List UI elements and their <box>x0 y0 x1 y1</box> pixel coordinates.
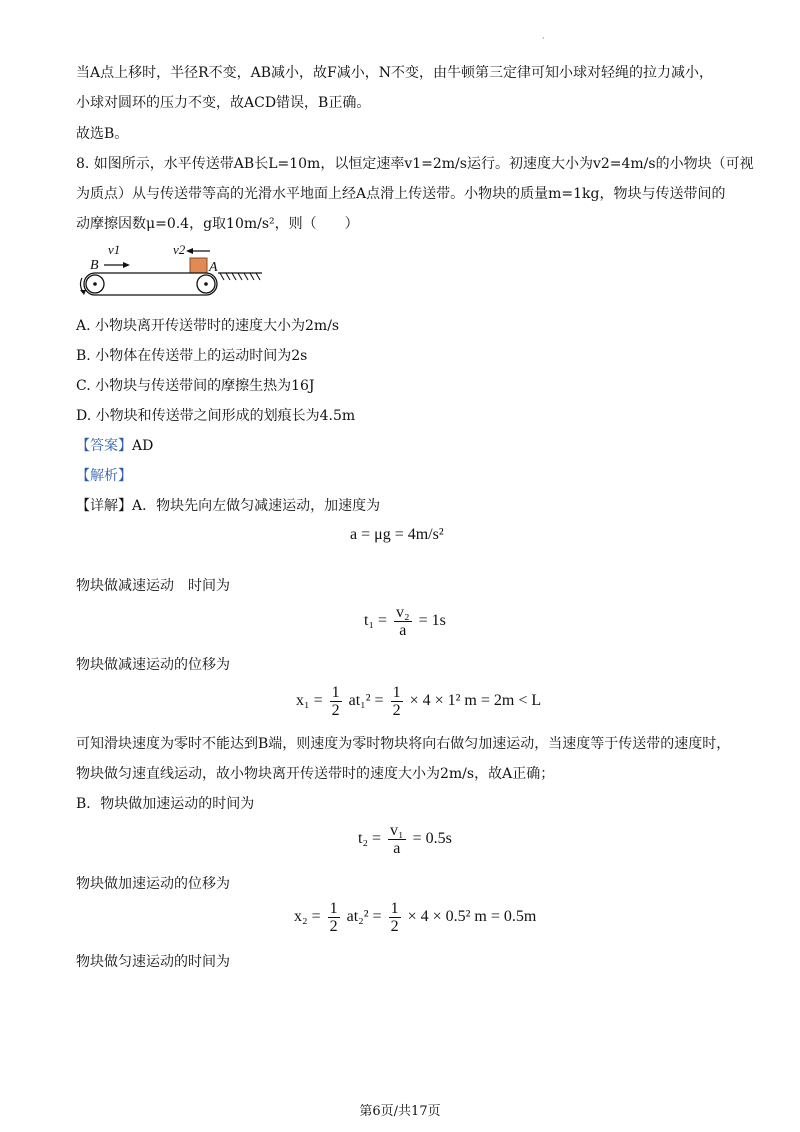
detail-tag: 【详解】 <box>76 498 132 514</box>
x1-intro: 物块做减速运动的位移为 <box>76 657 230 673</box>
ground-hatching <box>220 273 260 280</box>
header-mark: · <box>542 34 545 43</box>
t1-intro: 物块做减速运动 时间为 <box>76 578 230 594</box>
option-b: B. 小物体在传送带上的运动时间为2s <box>76 348 308 364</box>
eq-x2-lhs: x₂ = <box>294 908 321 926</box>
option-d: D. 小物块和传送带之间形成的划痕长为4.5m <box>76 408 356 424</box>
left-pulley-center <box>93 282 97 286</box>
equation-x1 <box>296 684 541 719</box>
eq-x1-fraction-2 <box>391 684 403 719</box>
option-c: C. 小物块与传送带间的摩擦生热为16J <box>76 378 315 394</box>
eq-x2-mid: at₂² = <box>346 908 382 926</box>
eq-t1-fraction <box>394 604 412 639</box>
eq-x1-fraction-1 <box>330 684 342 719</box>
eq-x2-fraction-1 <box>328 900 340 935</box>
analysis-line <box>76 466 132 486</box>
answer-value: AD <box>132 438 154 454</box>
eq-t2-rhs: = 0.5s <box>412 830 452 848</box>
right-pulley-center <box>204 282 208 286</box>
eq-x2-fraction-2 <box>389 900 401 935</box>
question-8-line-1: 8. 如图所示，水平传送带AB长L=10m，以恒定速率v1=2m/s运行。初速度大小为v2=4m/s的小物块（可视 <box>76 156 754 172</box>
text-line-2: 小球对圆环的压力不变，故ACD错误，B正确。 <box>76 95 371 111</box>
block <box>190 258 207 273</box>
equation-t1 <box>364 604 446 639</box>
figure-label-b: B <box>90 258 99 273</box>
eq-t2-lhs: t₂ = <box>358 830 382 848</box>
figure-label-a: A <box>209 260 218 275</box>
eq-x1-den2: 2 <box>392 702 401 719</box>
rotation-arrowhead <box>80 290 86 295</box>
eq-x2-num: 1 <box>329 900 338 917</box>
x2-intro: 物块做加速运动的位移为 <box>76 876 230 892</box>
eq-x2-den2: 2 <box>390 918 399 935</box>
eq-x2-den: 2 <box>329 918 338 935</box>
analysis-tag: 【解析】 <box>76 468 132 484</box>
eq-x2-rhs: × 4 × 0.5² m = 0.5m <box>407 908 537 926</box>
eq-x1-num2: 1 <box>392 684 401 701</box>
eq-t1-den: a <box>399 622 407 639</box>
v1-arrowhead <box>123 262 130 268</box>
eq-t2-num: v₁ <box>390 822 404 839</box>
detail-line <box>76 496 380 516</box>
eq-x1-den: 2 <box>331 702 340 719</box>
eq-x1-num: 1 <box>331 684 340 701</box>
eq-x2-num2: 1 <box>390 900 399 917</box>
equation-t2 <box>358 822 452 857</box>
figure-label-v2: v2 <box>173 242 186 257</box>
conclusion-line-2: 物块做匀速直线运动，故小物块离开传送带时的速度大小为2m/s，故A正确； <box>76 766 555 782</box>
eq-x1-lhs: x₁ = <box>296 692 323 710</box>
question-8-line-2: 为质点）从与传送带等高的光滑水平地面上经A点滑上传送带。小物块的质量m=1kg，物块与传送带间的 <box>76 186 726 202</box>
eq-x1-mid: at₁² = <box>348 692 384 710</box>
option-a: A. 小物块离开传送带时的速度大小为2m/s <box>76 318 340 334</box>
eq-t2-den: a <box>393 840 401 857</box>
text-line-1: 当A点上移时，半径R不变，AB减小，故F减小，N不变，由牛顿第三定律可知小球对轻绳的拉力减小， <box>76 65 714 81</box>
figure-label-v1: v1 <box>108 242 121 257</box>
equation-acceleration: a = μg = 4m/s² <box>350 526 444 543</box>
part-b-intro: B．物块做加速运动的时间为 <box>76 796 255 812</box>
eq-t1-num: v₂ <box>396 604 410 621</box>
equation-x2 <box>294 900 536 935</box>
uniform-intro: 物块做匀速运动的时间为 <box>76 954 230 970</box>
eq-t2-fraction <box>388 822 406 857</box>
conclusion-line-1: 可知滑块速度为零时不能达到B端，则速度为零时物块将向右做匀加速运动，当速度等于传送带的速度时， <box>76 736 731 752</box>
eq-t1-rhs: = 1s <box>418 612 446 630</box>
text-line-3: 故选B。 <box>76 126 129 142</box>
eq-x1-rhs: × 4 × 1² m = 2m < L <box>409 692 542 710</box>
conveyor-belt-figure <box>70 238 270 302</box>
page-footer: 第6页/共17页 <box>359 1104 441 1119</box>
eq-t1-lhs: t₁ = <box>364 612 388 630</box>
answer-line <box>76 436 153 456</box>
answer-tag: 【答案】 <box>76 438 132 454</box>
detail-text: A．物块先向左做匀减速运动，加速度为 <box>132 498 381 514</box>
question-8-line-3: 动摩擦因数μ=0.4，g取10m/s²，则（ ） <box>76 216 359 232</box>
v2-arrowhead <box>186 248 193 254</box>
